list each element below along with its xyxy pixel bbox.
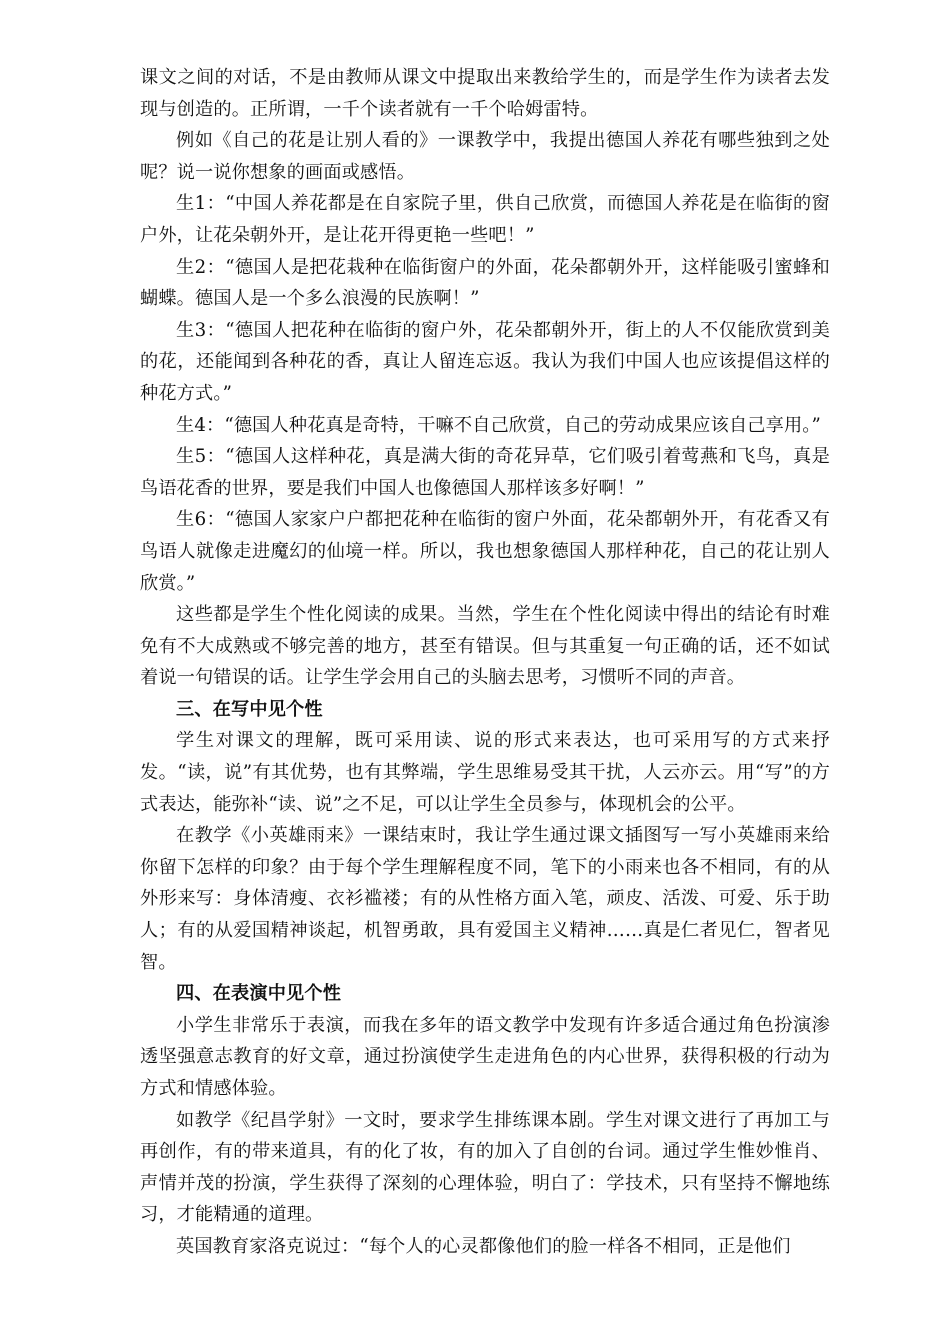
paragraph: 如教学《纪昌学射》一文时，要求学生排练课本剧。学生对课文进行了再加工与再创作，有的带来道具，有的化了妆，有的加入了自创的台词。通过学生惟妙惟肖、声情并茂的扮演，学生获得了深刻的心理体验，明白了：学技术，只有坚持不懈地练习，才能精通的道理。	[140, 1109, 830, 1226]
paragraph: 在教学《小英雄雨来》一课结束时，我让学生通过课文插图写一写小英雄雨来给你留下怎样的印象？由于每个学生理解程度不同，笔下的小雨来也各不相同，有的从外形来写：身体清瘦、衣衫褴褛；有的从性格方面入笔，顽皮、活泼、可爱、乐于助人；有的从爱国精神谈起，机智勇敢，具有爱国主义精神……真是仁者见仁，智者见智。	[140, 825, 830, 973]
section-heading-4: 四、在表演中见个性	[176, 983, 342, 1005]
student-answer-5: 生5：“德国人这样种花，真是满大街的奇花异草，它们吸引着莺燕和飞鸟，真是鸟语花香的世界，要是我们中国人也像德国人那样该多好啊！”	[140, 446, 830, 499]
student-answer-4: 生4：“德国人种花真是奇特，干嘛不自己欣赏，自己的劳动成果应该自己享用。”	[176, 414, 821, 436]
section-heading-3: 三、在写中见个性	[176, 698, 323, 720]
student-answer-6: 生6：“德国人家家户户都把花种在临街的窗户外面，花朵都朝外开，有花香又有鸟语人就像走进魔幻的仙境一样。所以，我也想象德国人那样种花，自己的花让别人欣赏。”	[140, 509, 830, 594]
paragraph: 例如《自己的花是让别人看的》一课教学中，我提出德国人养花有哪些独到之处呢？说一说你想象的画面或感悟。	[140, 130, 830, 183]
paragraph: 小学生非常乐于表演，而我在多年的语文教学中发现有许多适合通过角色扮演渗透坚强意志教育的好文章，通过扮演使学生走进角色的内心世界，获得积极的行动为方式和情感体验。	[140, 1014, 830, 1099]
paragraph: 学生对课文的理解，既可采用读、说的形式来表达，也可采用写的方式来抒发。“读，说”有其优势，也有其弊端，学生思维易受其干扰，人云亦云。用“写”的方式表达，能弥补“读、说”之不足，可以让学生全员参与，体现机会的公平。	[140, 730, 830, 815]
student-answer-3: 生3：“德国人把花种在临街的窗户外，花朵都朝外开，街上的人不仅能欣赏到美的花，还能闻到各种花的香，真让人留连忘返。我认为我们中国人也应该提倡这样的种花方式。”	[140, 319, 830, 404]
paragraph: 这些都是学生个性化阅读的成果。当然，学生在个性化阅读中得出的结论有时难免有不大成熟或不够完善的地方，甚至有错误。但与其重复一句正确的话，还不如试着说一句错误的话。让学生学会用自己的头脑去思考，习惯听不同的声音。	[140, 604, 830, 689]
paragraph: 课文之间的对话，不是由教师从课文中提取出来教给学生的，而是学生作为读者去发现与创造的。正所谓，一千个读者就有一千个哈姆雷特。	[140, 67, 830, 120]
student-answer-2: 生2：“德国人是把花栽种在临街窗户的外面，花朵都朝外开，这样能吸引蜜蜂和蝴蝶。德国人是一个多么浪漫的民族啊！”	[140, 256, 830, 310]
student-answer-1: 生1：“中国人养花都是在自家院子里，供自己欣赏，而德国人养花是在临街的窗户外，让花朵朝外开，是让花开得更艳一些吧！”	[140, 193, 830, 246]
paragraph: 英国教育家洛克说过：“每个人的心灵都像他们的脸一样各不相同，正是他们	[176, 1235, 791, 1257]
document-body	[140, 62, 830, 1263]
